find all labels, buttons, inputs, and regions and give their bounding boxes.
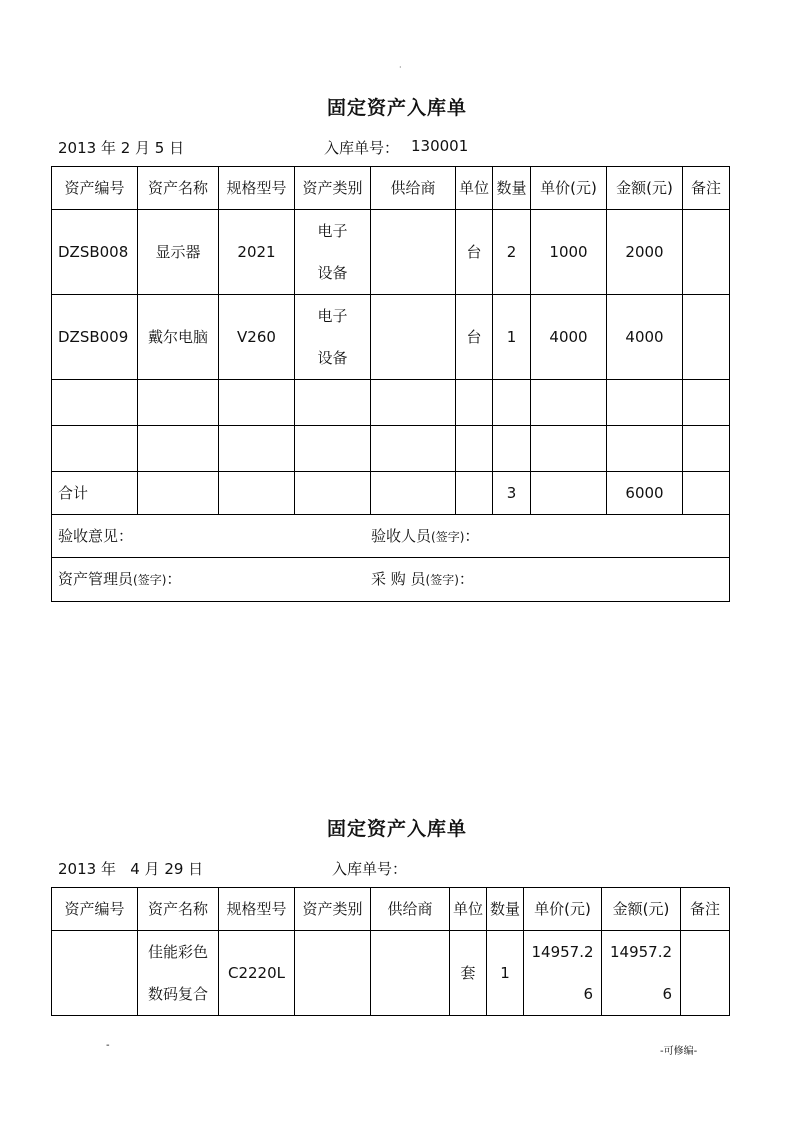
form2-no-label: 入库单号： [332,860,408,878]
header-cell: 资产类别 [295,167,371,210]
unit: 台 [456,210,493,295]
empty-row [52,426,730,472]
asset-name [138,931,219,1016]
unit: 台 [456,295,493,380]
asset-name: 显示器 [138,210,219,295]
total-quantity: 3 [493,472,531,515]
header-cell: 单价(元) [531,167,607,210]
table-header-row [52,888,730,931]
inspector-sign-hint: (签字) [431,530,465,544]
inspector-colon: ： [464,527,480,545]
inspection-opinion-label: 验收意见： [58,527,134,545]
form1-table [51,166,730,602]
price-line: 6 [583,985,593,1003]
quantity: 1 [487,931,524,1016]
header-cell: 资产名称 [138,167,219,210]
buyer-field [371,558,474,601]
supplier [371,295,456,380]
header-cell: 数量 [493,167,531,210]
asset-id [52,931,138,1016]
quantity: 2 [493,210,531,295]
header-cell: 资产编号 [52,167,138,210]
header-cell: 规格型号 [219,888,295,931]
form2-table [51,887,730,1016]
note [681,931,730,1016]
header-cell: 备注 [683,167,730,210]
inspector-field [371,515,479,558]
unit-price: 1000 [531,210,607,295]
supplier [371,210,456,295]
manager-label: 资产管理员 [58,570,134,588]
price-line: 14957.2 [531,943,594,961]
asset-category [295,931,371,1016]
amount [602,931,681,1016]
note [683,210,730,295]
top-mark: · [399,63,402,72]
name-line: 佳能彩色 [147,943,208,961]
manager-colon: ： [166,570,182,588]
quantity: 1 [493,295,531,380]
header-cell: 数量 [487,888,524,931]
signature-cell [52,558,730,602]
header-cell: 金额(元) [602,888,681,931]
asset-category [295,210,371,295]
unit-price: 4000 [531,295,607,380]
signature-row [52,558,730,602]
manager-field [58,570,181,588]
asset-id: DZSB009 [52,295,138,380]
header-cell: 供给商 [371,888,450,931]
inspection-row [52,515,730,558]
amount-line: 14957.2 [609,943,673,961]
note [683,295,730,380]
header-cell: 规格型号 [219,167,295,210]
unit: 套 [450,931,487,1016]
table-row [52,210,730,295]
empty-row [52,380,730,426]
footer-right-text: -可修编- [660,1046,698,1057]
buyer-sign-hint: (签字) [425,573,459,587]
table-header-row [52,167,730,210]
asset-model: 2021 [219,210,295,295]
inspection-cell [52,515,730,558]
form1-no-value: 130001 [411,137,469,155]
header-cell: 资产编号 [52,888,138,931]
header-cell: 金额(元) [607,167,683,210]
amount-line: 6 [662,985,672,1003]
buyer-label: 采 购 员 [371,570,426,588]
category-line: 电子 [317,222,348,240]
form1-date: 2013 年 2 月 5 日 [58,139,185,157]
header-cell: 单位 [450,888,487,931]
asset-category [295,295,371,380]
amount: 4000 [607,295,683,380]
form2-title: 固定资产入库单 [326,818,467,840]
category-line: 设备 [317,264,348,282]
asset-id: DZSB008 [52,210,138,295]
total-amount: 6000 [607,472,683,515]
header-cell: 资产类别 [295,888,371,931]
manager-sign-hint: (签字) [133,573,167,587]
header-cell: 供给商 [371,167,456,210]
unit-price [524,931,602,1016]
form1-no-label: 入库单号： [324,139,400,157]
amount: 2000 [607,210,683,295]
asset-model: V260 [219,295,295,380]
asset-model: C2220L [219,931,295,1016]
name-line: 数码复合 [147,985,208,1003]
supplier [371,931,450,1016]
total-label: 合计 [52,472,138,515]
table-row [52,931,730,1016]
header-cell: 单位 [456,167,493,210]
inspector-label: 验收人员 [371,527,432,545]
buyer-colon: ： [458,570,474,588]
total-row [52,472,730,515]
form2-date: 2013 年 4 月 29 日 [58,860,204,878]
table-row [52,295,730,380]
category-line: 电子 [317,307,348,325]
category-line: 设备 [317,349,348,367]
header-cell: 资产名称 [138,888,219,931]
form1-title: 固定资产入库单 [326,97,467,119]
header-cell: 单价(元) [524,888,602,931]
header-cell: 备注 [681,888,730,931]
footer-left-mark: - [106,1040,110,1051]
asset-name: 戴尔电脑 [138,295,219,380]
